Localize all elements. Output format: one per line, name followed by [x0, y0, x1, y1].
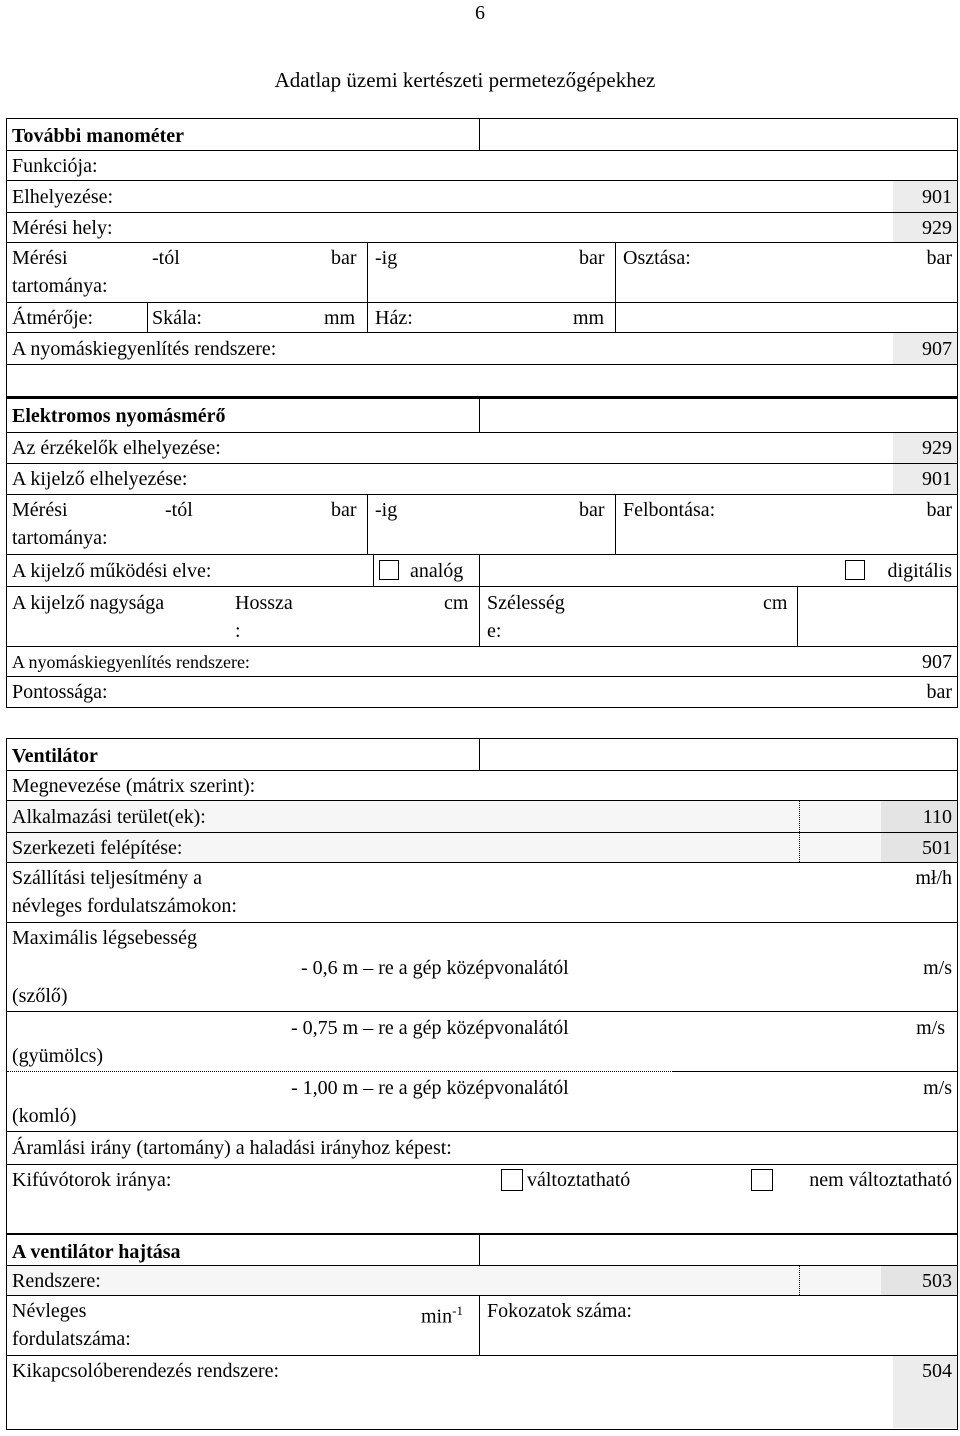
komlo-line: - 1,00 m – re a gép középvonalától	[291, 1077, 569, 1099]
kifuvo-label: Kifúvótorok iránya:	[12, 1169, 172, 1191]
pontossag-label: Pontossága:	[12, 681, 108, 703]
ms-unit-1: m/s	[923, 957, 952, 979]
szolo-line: - 0,6 m – re a gép középvonalától	[301, 957, 569, 979]
elv-row	[7, 555, 957, 587]
nevleges-label-2: fordulatszáma:	[12, 1328, 131, 1350]
kikapcs-row	[7, 1356, 957, 1428]
meresi-hely-label: Mérési hely:	[12, 217, 113, 239]
kikapcs-code: 504	[922, 1360, 952, 1382]
ms-unit-3: m/s	[923, 1077, 952, 1099]
elhelyezes-label: Elhelyezése:	[12, 186, 114, 208]
electric-header-row	[7, 399, 957, 433]
tartomany-label-1: Mérési	[12, 247, 68, 269]
nagysag-row	[7, 587, 957, 647]
nyomaskiegy-code: 907	[922, 338, 952, 360]
valtoztathato-label: változtatható	[527, 1169, 631, 1191]
meresi-hely-row	[7, 213, 957, 243]
tartomany-row	[7, 243, 957, 303]
szallitas-label-1: Szállítási teljesítmény a	[12, 867, 202, 889]
szelesseg-label-1: Szélesség	[487, 592, 565, 614]
legsebesseg-block	[7, 923, 957, 1165]
szerkezet-label: Szerkezeti felépítése:	[12, 837, 183, 859]
digitalis-checkbox[interactable]	[845, 560, 865, 580]
kijelzo-hely-label: A kijelző elhelyezése:	[12, 468, 188, 490]
drive-section	[6, 1234, 958, 1430]
cm-unit-1: cm	[444, 592, 469, 614]
osztas-label: Osztása:	[623, 247, 691, 269]
haz-label: Ház:	[375, 307, 413, 329]
bar-unit-2: bar	[579, 247, 605, 269]
alkalmazas-code: 110	[922, 806, 952, 828]
rendszere-code: 503	[922, 1270, 952, 1292]
rendszere-label: Rendszere:	[12, 1270, 101, 1292]
szolo-label: (szőlő)	[12, 985, 68, 1007]
kikapcs-label: Kikapcsolóberendezés rendszere:	[12, 1360, 280, 1382]
mm-unit-1: mm	[324, 307, 356, 329]
nyomaskiegy-label: A nyomáskiegyenlítés rendszere:	[12, 338, 277, 360]
rendszere-row	[7, 1266, 957, 1296]
skala-label: Skála:	[152, 307, 202, 329]
aramlas-label: Áramlási irány (tartomány) a haladási irányhoz képest:	[12, 1137, 452, 1159]
analog-checkbox[interactable]	[379, 560, 399, 580]
hossza-label-2: :	[235, 620, 241, 642]
funkcio-label: Funkciója:	[12, 155, 98, 177]
bar-unit-3: bar	[926, 247, 952, 269]
drive-header: A ventilátor hajtása	[12, 1241, 181, 1263]
nem-valtoztathato-checkbox[interactable]	[751, 1169, 773, 1191]
szallitas-label-2: névleges fordulatszámokon:	[12, 895, 237, 917]
erzekelok-label: Az érzékelők elhelyezése:	[12, 437, 221, 459]
kijelzo-hely-code: 901	[922, 468, 952, 490]
szerkezet-code: 501	[922, 837, 952, 859]
ms-unit-2: m/s	[916, 1017, 945, 1039]
maxleg-label: Maximális légsebesség	[12, 927, 197, 949]
mm-unit-2: mm	[573, 307, 605, 329]
manometer-header: További manométer	[12, 125, 185, 147]
nyomaskiegy-row	[7, 333, 957, 365]
alkalmazas-row	[7, 801, 957, 833]
ventilator-section	[6, 738, 958, 1234]
tartomany-label-2: tartománya:	[12, 275, 108, 297]
nem-valtoztathato-label: nem változtatható	[809, 1169, 952, 1191]
tol-label: -tól	[152, 247, 180, 269]
elhelyezes-row	[7, 181, 957, 213]
funkcio-row	[7, 151, 957, 181]
page-number: 6	[475, 2, 485, 24]
cm-unit-2: cm	[763, 592, 788, 614]
pontossag-row	[7, 677, 957, 708]
e-bar-unit-3: bar	[926, 499, 952, 521]
szallitas-row	[7, 863, 957, 923]
electric-section	[6, 396, 958, 708]
erzekelok-code: 929	[922, 437, 952, 459]
e-tartomany-row	[7, 495, 957, 555]
hossza-label-1: Hossza	[235, 592, 293, 614]
megnevezes-row	[7, 771, 957, 801]
ventilator-header-row	[7, 739, 957, 771]
digitalis-label: digitális	[887, 560, 952, 582]
megnevezes-label: Megnevezése (mátrix szerint):	[12, 775, 256, 797]
e-nyomaskiegy-row	[7, 647, 957, 677]
atmero-row	[7, 303, 957, 333]
meresi-hely-code: 929	[922, 217, 952, 239]
nevleges-label-1: Névleges	[12, 1300, 87, 1322]
komlo-label: (komló)	[12, 1105, 77, 1127]
e-nyomaskiegy-label: A nyomáskiegyenlítés rendszere:	[12, 652, 250, 672]
nagysag-label: A kijelző nagysága	[12, 592, 165, 614]
e-tol-label: -tól	[165, 499, 193, 521]
e-tartomany-label-2: tartománya:	[12, 527, 108, 549]
manometer-header-row	[7, 119, 957, 151]
manometer-section	[6, 118, 958, 398]
bar-unit-1: bar	[331, 247, 357, 269]
ventilator-header: Ventilátor	[12, 745, 98, 767]
felbontas-label: Felbontása:	[623, 499, 716, 521]
kifuvo-row	[7, 1165, 957, 1195]
kijelzo-hely-row	[7, 464, 957, 495]
gyumolcs-label: (gyümölcs)	[12, 1045, 104, 1067]
alkalmazas-label: Alkalmazási terület(ek):	[12, 806, 206, 828]
e-bar-unit-1: bar	[331, 499, 357, 521]
fokozatok-label: Fokozatok száma:	[487, 1300, 632, 1322]
drive-header-row	[7, 1234, 957, 1266]
manometer-blank-row	[7, 365, 957, 396]
analog-label: analóg	[410, 560, 464, 582]
szallitas-unit: mł/h	[915, 867, 952, 889]
e-ig-label: -ig	[375, 499, 398, 521]
atmero-label: Átmérője:	[12, 307, 94, 329]
ig-label: -ig	[375, 247, 398, 269]
pontossag-unit: bar	[926, 681, 952, 703]
electric-header: Elektromos nyomásmérő	[12, 405, 226, 427]
page-title: Adatlap üzemi kertészeti permetezőgépekhez	[274, 68, 656, 92]
e-tartomany-label-1: Mérési	[12, 499, 68, 521]
szelesseg-label-2: e:	[487, 620, 502, 642]
nevleges-row	[7, 1296, 957, 1356]
gyumolcs-line: - 0,75 m – re a gép középvonalától	[291, 1017, 569, 1039]
e-nyomaskiegy-code: 907	[922, 651, 952, 673]
valtoztathato-checkbox[interactable]	[501, 1169, 523, 1191]
szerkezet-row	[7, 833, 957, 863]
e-bar-unit-2: bar	[579, 499, 605, 521]
erzekelok-row	[7, 433, 957, 464]
elv-label: A kijelző működési elve:	[12, 560, 212, 582]
elhelyezes-code: 901	[922, 186, 952, 208]
min-unit: $\min^{-1}$	[421, 1303, 463, 1328]
